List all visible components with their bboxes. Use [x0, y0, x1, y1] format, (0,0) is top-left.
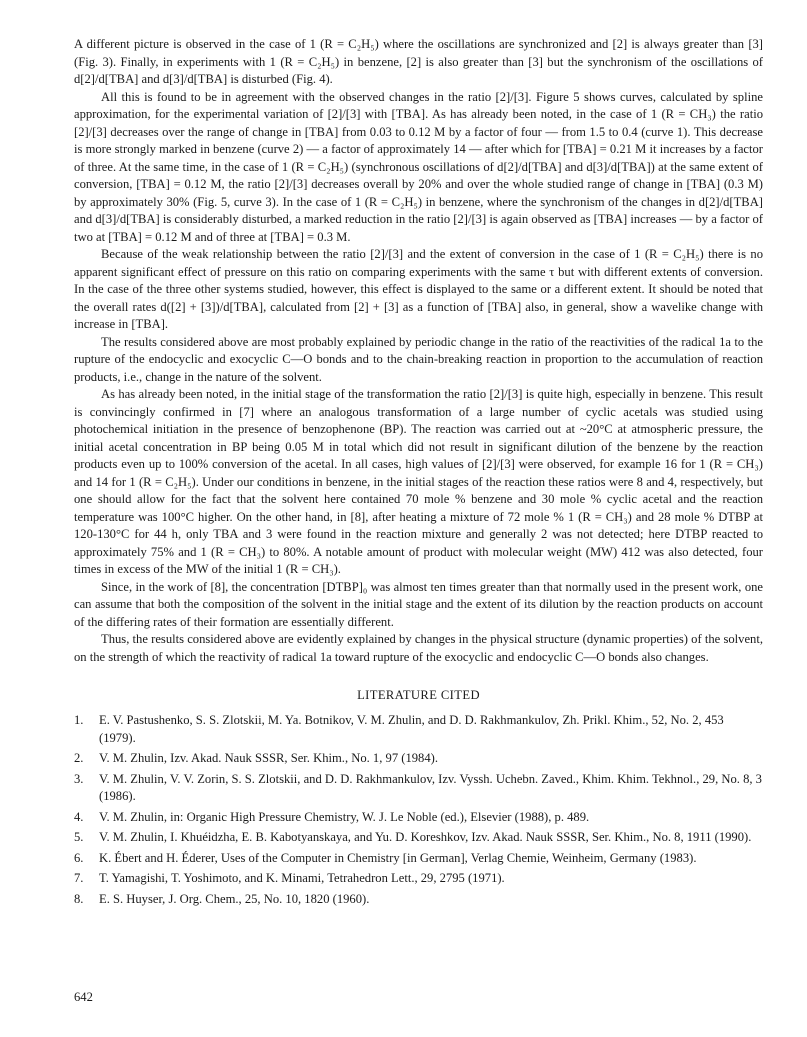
- reference-item: [74, 809, 763, 827]
- reference-item: [74, 712, 763, 747]
- reference-number: 6.: [74, 850, 84, 865]
- reference-list: [74, 712, 763, 908]
- body-paragraph-4: The results considered above are most probably explained by periodic change in the ratio of the reactivities of the radical 1a to the rupture of the endocyclic and exocyclic C—O bonds and to the chain-breaking reaction in proportion to the accumulation of reaction products, i.e., change in the nature of the solvent.: [74, 334, 763, 384]
- reference-item: [74, 829, 763, 847]
- reference-text: V. M. Zhulin, I. Khuéidzha, E. B. Kabotyanskaya, and Yu. D. Koreshkov, Izv. Akad. Nauk SSSR, Ser. Khim., No. 8, 1911 (1990).: [99, 830, 752, 844]
- body-paragraph-1: A different picture is observed in the case of 1 (R = C₂H₅) where the oscillations are synchronized and [2] is always greater than [3] (Fig. 3). Finally, in experiments with 1 (R = C₂H₅) in benzene, [2] is also greater than [3] but the synchronism of the oscillations of d[2]/d[TBA] and d[3]/d[TBA] is disturbed (Fig. 4).: [74, 37, 763, 86]
- reference-number: 5.: [74, 830, 84, 844]
- reference-number: 3.: [74, 771, 84, 786]
- reference-number: 7.: [74, 871, 84, 885]
- reference-item: [74, 870, 763, 888]
- reference-text: E. S. Huyser, J. Org. Chem., 25, No. 10, 1820 (1960).: [99, 891, 370, 906]
- reference-item: [74, 750, 763, 768]
- body-paragraph-3: Because of the weak relationship between the ratio [2]/[3] and the extent of conversion in the case of 1 (R = C₂H₅) there is no apparent significant effect of pressure on this ratio on comparing experiments with the same τ but with different extents of conversion. In the case of the three other systems studied, however, this effect is displayed to the same or a different extent. It should be noted that the overall rates d([2] + [3])/d[TBA], calculated from [2] + [3] as a function of [TBA] also, in general, show a wavelike change with increase in [TBA].: [74, 247, 763, 331]
- reference-number: 2.: [74, 751, 84, 765]
- reference-number: 8.: [74, 891, 84, 906]
- reference-item: [74, 891, 763, 909]
- body-paragraph-5: As has already been noted, in the initial stage of the transformation the ratio [2]/[3] is quite high, especially in benzene. This result is convincingly confirmed in [7] where an analogous transformation of a large number of cyclic acetals was studied using photochemical initiation in the presence of benzophenone (BP). The reaction was carried out at ~20°C at atmospheric pressure, the initial acetal concentration in BP being 0.05 M in total which did not result in significant dilution of the benzene by the reaction products even up to 100% conversion of the acetal. In all cases, high values of [2]/[3] were observed, for example 16 for 1 (R = CH₃) and 14 for 1 (R = C₂H₅). Under our conditions in benzene, in the initial stages of the reaction these ratios were 8 and 4, respectively, but one should allow for the fact that the solvent here contained 70 mole % benzene and 30 mole % cyclic acetal and the reaction temperature was 100°C higher. On the other hand, in [8], after heating a mixture of 72 mole % 1 (R = CH₃) and 28 mole % DTBP at 120-130°C for 44 h, only TBA and 3 were found in the reaction mixture and generally 2 was not detected; here DTBP reacted to approximately 75% and 1 (R = CH₃) to 80%. A notable amount of product with molecular weight (MW) 412 was also detected, four times in excess of the MW of the initial 1 (R = CH₃).: [74, 387, 763, 576]
- literature-cited-heading: LITERATURE CITED: [357, 688, 480, 702]
- reference-text: K. Ébert and H. Éderer, Uses of the Computer in Chemistry [in German], Verlag Chemie, Weinheim, Germany (1983).: [99, 850, 697, 865]
- reference-text: T. Yamagishi, T. Yoshimoto, and K. Minami, Tetrahedron Lett., 29, 2795 (1971).: [99, 871, 505, 885]
- page-number: 642: [74, 990, 93, 1004]
- reference-text: V. M. Zhulin, V. V. Zorin, S. S. Zlotskii, and D. D. Rakhmankulov, Izv. Vyssh. Uchebn. Zaved., Khim. Khim. Tekhnol., 29, No. 8, 3 (1986).: [99, 771, 762, 803]
- reference-text: V. M. Zhulin, Izv. Akad. Nauk SSSR, Ser. Khim., No. 1, 97 (1984).: [99, 751, 438, 765]
- reference-text: V. M. Zhulin, in: Organic High Pressure Chemistry, W. J. Le Noble (ed.), Elsevier (1988), p. 489.: [99, 809, 590, 824]
- reference-item: [74, 850, 763, 868]
- body-paragraph-6: Since, in the work of [8], the concentration [DTBP]₀ was almost ten times greater than that normally used in the present work, one can assume that both the composition of the solvent in the initial stage and the extent of its dilution by the reaction products on account of the differing rates of their formation are essentially different.: [74, 579, 763, 629]
- reference-number: 4.: [74, 809, 84, 824]
- reference-text: E. V. Pastushenko, S. S. Zlotskii, M. Ya. Botnikov, V. M. Zhulin, and D. D. Rakhmankulov, Zh. Prikl. Khim., 52, No. 2, 453 (1979).: [99, 713, 724, 745]
- reference-number: 1.: [74, 713, 84, 727]
- body-paragraph-2: All this is found to be in agreement with the observed changes in the ratio [2]/[3]. Figure 5 shows curves, calculated by spline approximation, for the experimental variation of [2]/[3] with [TBA]. As has already been noted, in the case of 1 (R = CH₃) the ratio [2]/[3] decreases over the range of change in [TBA] from 0.03 to 0.12 M by a factor of four — from 1.5 to 0.4 (curve 1). This decrease is more strongly marked in benzene (curve 2) — a factor of approximately 14 — after which for [TBA] = 0.21 M it increases by a factor of three. At the same time, in the case of 1 (R = C₂H₅) (synchronous oscillations of d[2]/d[TBA] and d[3]/d[TBA]) at the same extent of conversion, [TBA] = 0.12 M, the ratio [2]/[3] decreases overall by 20% and over the whole studied range of change in [TBA] (0.3 M) by approximately 30% (Fig. 5, curve 3). In the case of 1 (R = C₂H₅) in benzene, where the synchronism of the changes in d[2]/d[TBA] and d[3]/d[TBA] is considerably disturbed, a marked reduction in the ratio [2]/[3] is again observed as [TBA] increases — by a factor of two at [TBA] = 0.12 M and of three at [TBA] = 0.3 M.: [74, 89, 763, 244]
- reference-item: [74, 771, 763, 806]
- document-page: [74, 36, 763, 911]
- body-paragraph-7: Thus, the results considered above are evidently explained by changes in the physical structure (dynamic properties) of the solvent, on the strength of which the reactivity of radical 1a toward rupture of the exocyclic and endocyclic C—O bonds also changes.: [74, 632, 763, 664]
